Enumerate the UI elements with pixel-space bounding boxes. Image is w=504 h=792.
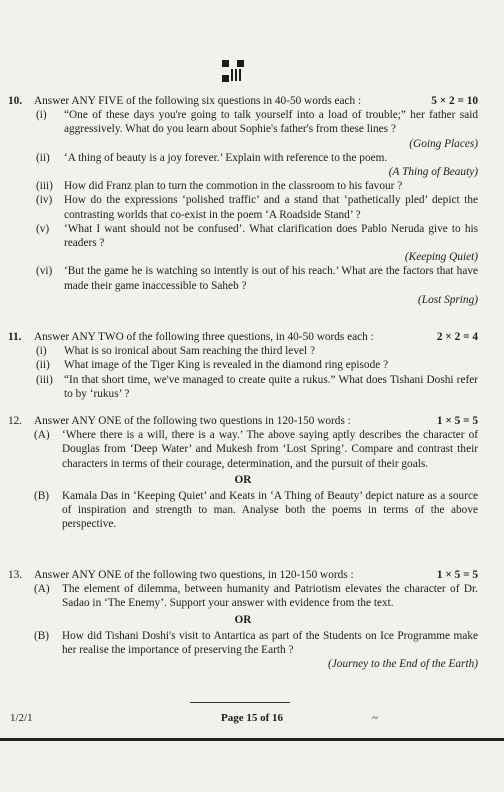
item-source: (Lost Spring) (418, 293, 478, 306)
item-source: (Keeping Quiet) (404, 251, 478, 264)
list-item (36, 373, 478, 401)
item-text: ‘But the game he is watching so intently is out of his reach.’ What are the factors that have made their game inaccessible to Saheb ? (64, 265, 478, 292)
list-item (36, 358, 478, 372)
question-13 (8, 568, 478, 671)
option-source: (Journey to the End of the Earth) (328, 658, 478, 671)
question-12 (8, 414, 478, 532)
question-prompt: Answer ANY FIVE of the following six questions in 40-50 words each : (34, 95, 362, 107)
list-item (36, 179, 478, 193)
or-separator: OR (234, 473, 252, 486)
option-b (34, 489, 478, 532)
item-text: What image of the Tiger King is revealed in the diamond ring episode ? (64, 359, 389, 372)
paper-code: 1/2/1 (10, 712, 33, 724)
marks-label: 1 × 5 = 5 (436, 569, 478, 581)
or-separator: OR (234, 613, 252, 626)
page-number: Page 15 of 16 (220, 712, 283, 724)
item-label: (iii) (36, 373, 53, 386)
item-text: ‘What I want should not be confused’. What clarification does Pablo Neruda give to his readers ? (64, 222, 478, 250)
option-text: ‘Where there is a will, there is a way.’ The above saying aptly describes the character of Douglas from ‘Deep Water’ and Mukesh from ‘Lost Spring’. Compare and contrast their characters in terms of their courage, determination, and the pursuit of their goals. (62, 429, 478, 470)
list-item (36, 151, 478, 179)
list-item (36, 344, 478, 358)
question-prompt: Answer ANY ONE of the following two questions in 120-150 words : (34, 415, 351, 427)
turn-over-mark: ~ (372, 712, 378, 724)
option-text: Kamala Das in ‘Keeping Quiet’ and Keats in ‘A Thing of Beauty’ depict nature as a source of inspiration and strength to man. Analyse both the poems in terms of the above perspective. (62, 490, 478, 531)
list-item (36, 108, 478, 151)
item-label: (v) (36, 222, 50, 235)
item-label: (i) (36, 109, 47, 122)
question-prompt: Answer ANY TWO of the following three questions, in 40-50 words each : (34, 331, 374, 343)
qr-code-icon (222, 60, 244, 82)
marks-label: 5 × 2 = 10 (431, 95, 478, 107)
bottom-rule (0, 738, 504, 741)
item-source: (A Thing of Beauty) (388, 166, 478, 179)
item-text: How did Franz plan to turn the commotion in the classroom to his favour ? (64, 180, 403, 193)
option-label: (A) (34, 583, 50, 596)
item-label: (vi) (36, 265, 53, 278)
question-11 (8, 330, 478, 401)
question-prompt: Answer ANY ONE of the following two questions, in 120-150 words : (34, 569, 354, 581)
item-text: ‘A thing of beauty is a joy forever.’ Explain with reference to the poem. (64, 151, 388, 164)
question-number: 10. (8, 95, 23, 107)
option-a (34, 428, 478, 471)
list-item (36, 264, 478, 307)
option-label: (A) (34, 429, 50, 442)
option-a (34, 582, 478, 610)
list-item (36, 222, 478, 265)
option-label: (B) (34, 629, 50, 642)
item-text: “One of these days you're going to talk yourself into a load of trouble;” her father said aggressively. What do you learn about Sophie's father's from these lines ? (64, 109, 478, 136)
list-item (36, 193, 478, 221)
option-text: How did Tishani Doshi's visit to Antartica as part of the Students on Ice Programme make her realise the importance of preserving the Earth ? (62, 629, 478, 657)
item-label: (iii) (36, 180, 53, 193)
option-text: The element of dilemma, between humanity and Patriotism elevates the character of Dr. Sadao in ‘The Enemy’. Support your answer with evidence from the text. (62, 583, 478, 610)
question-number: 11. (8, 331, 22, 343)
item-label: (ii) (36, 359, 50, 372)
item-label: (i) (36, 345, 47, 358)
marks-label: 2 × 2 = 4 (436, 331, 478, 343)
item-text: What is so ironical about Sam reaching the third level ? (64, 345, 315, 358)
question-10 (8, 94, 478, 307)
question-number: 12. (8, 415, 23, 427)
item-label: (ii) (36, 151, 50, 164)
marks-label: 1 × 5 = 5 (436, 415, 478, 427)
item-label: (iv) (36, 194, 53, 207)
footer-rule (190, 702, 290, 703)
question-number: 13. (8, 569, 23, 581)
item-source: (Going Places) (409, 137, 478, 150)
item-text: How do the expressions ‘polished traffic’ and a stand that ‘pathetically pled’ depict the contrasting worlds that co-exist in the poem ‘A Roadside Stand’ ? (64, 194, 478, 221)
option-b (34, 629, 478, 672)
option-label: (B) (34, 490, 50, 503)
item-text: “In that short time, we've managed to create quite a rukus.” What does Tishani Doshi refer to by ‘rukus’ ? (64, 373, 478, 400)
